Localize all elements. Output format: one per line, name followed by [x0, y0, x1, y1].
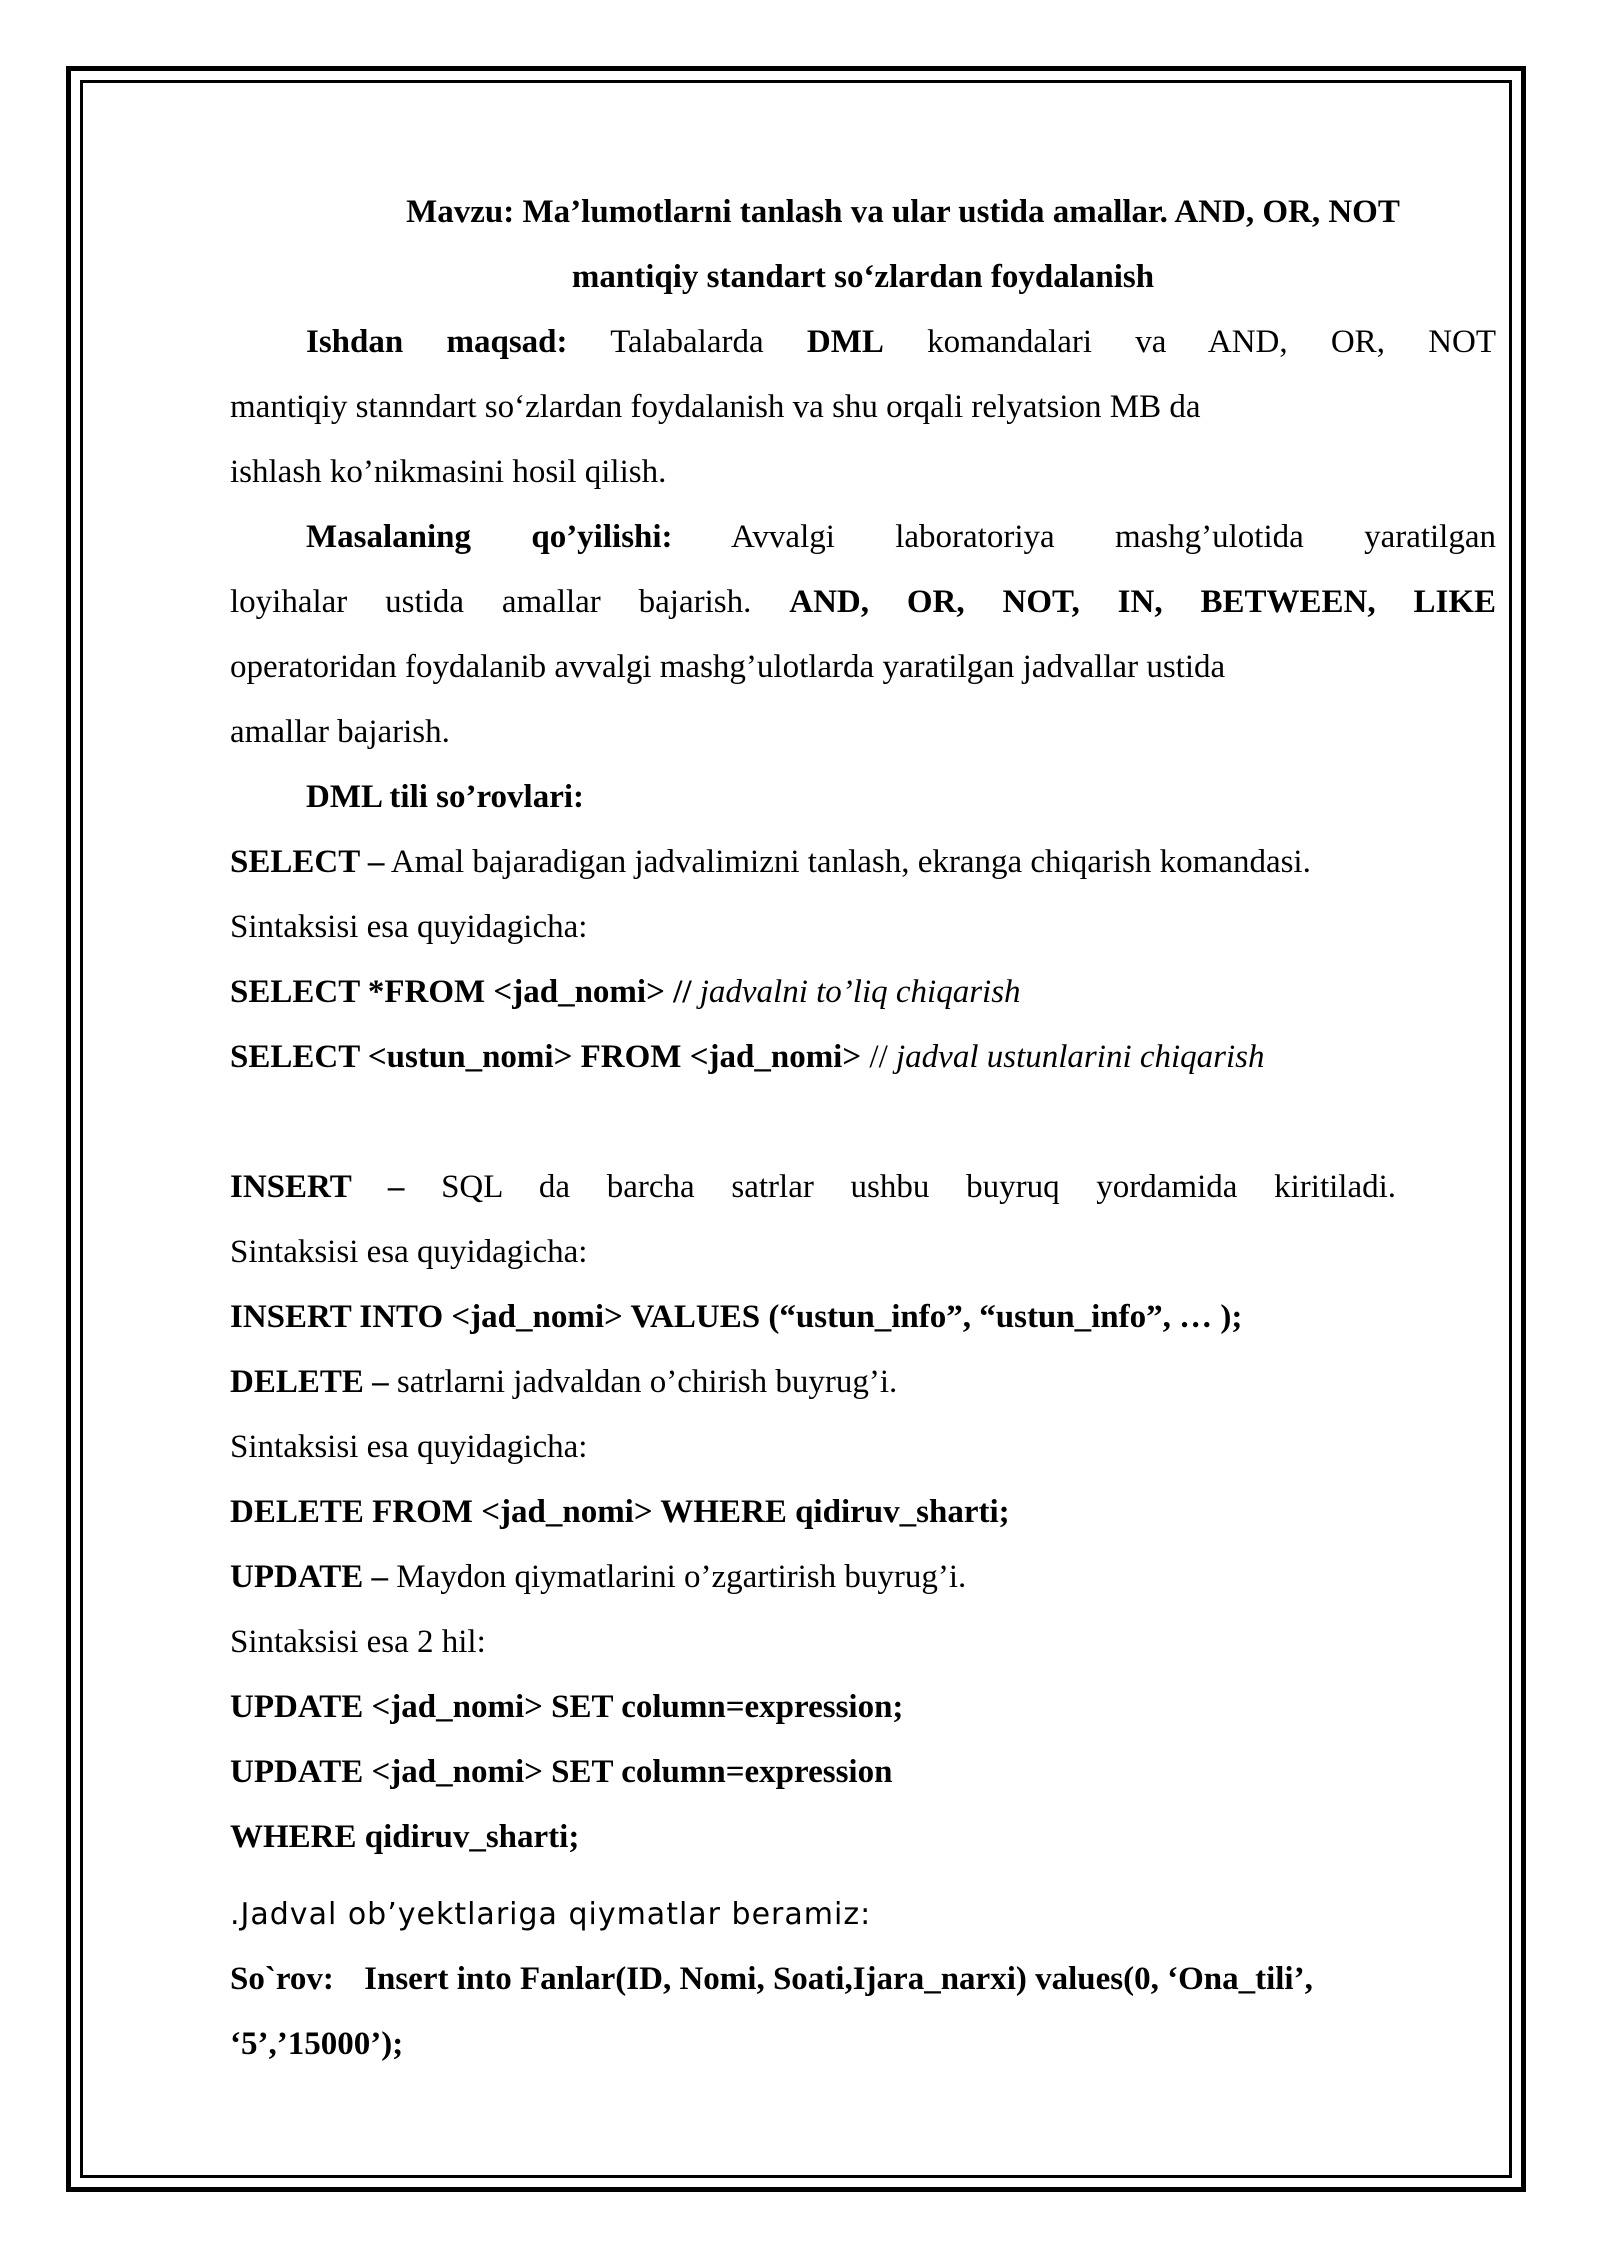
title-line-2	[230, 245, 1496, 310]
problem-line-3	[230, 635, 1496, 700]
select-example-2	[230, 1025, 1496, 1090]
query-label: So`rov:	[230, 1961, 334, 1997]
select-example-1-comment: jadvalni to’liq chiqarish	[699, 974, 1021, 1010]
query-text-1: Insert into Fanlar(ID, Nomi, Soati,Ijara_narxi) values(0, ‘Ona_tili’,	[364, 1961, 1313, 1997]
values-note-line	[230, 1882, 1496, 1947]
insert-desc: SQL da barcha satrlar ushbu buyruq yordamida kiritiladi.	[441, 1169, 1397, 1205]
insert-keyword: INSERT –	[230, 1169, 405, 1205]
update-code-1: UPDATE <jad_nomi> SET column=expression;	[230, 1689, 904, 1725]
problem-text-3: operatoridan foydalanib avvalgi mashg’ulotlarda yaratilgan jadvallar ustida	[230, 649, 1226, 685]
select-example-1-code: SELECT *FROM <jad_nomi> //	[230, 974, 692, 1010]
update-line	[230, 1545, 1496, 1610]
goal-text-a: Talabalarda	[610, 324, 764, 360]
title-line-1	[230, 180, 1496, 245]
dml-heading	[230, 765, 1496, 830]
problem-text-4: amallar bajarish.	[230, 714, 450, 750]
delete-syntax-text: Sintaksisi esa quyidagicha:	[230, 1429, 588, 1465]
delete-line	[230, 1350, 1496, 1415]
select-desc: Amal bajaradigan jadvalimizni tanlash, ekranga chiqarish komandasi.	[390, 844, 1311, 880]
goal-text-c: komandalari va AND, OR, NOT	[927, 324, 1497, 360]
delete-code-line	[230, 1480, 1496, 1545]
delete-code: DELETE FROM <jad_nomi> WHERE qidiruv_sharti;	[230, 1494, 1010, 1530]
select-example-2-comment: jadval ustunlarini chiqarish	[896, 1039, 1265, 1075]
update-syntax-text: Sintaksisi esa 2 hil:	[230, 1624, 486, 1660]
query-line-2	[230, 2012, 1496, 2077]
query-text-2: ‘5’,’15000’);	[230, 2026, 404, 2062]
goal-label: Ishdan maqsad:	[306, 324, 568, 360]
goal-text-2: mantiqiy stanndart so‘zlardan foydalanish va shu orqali relyatsion MB da	[230, 389, 1201, 425]
select-example-1	[230, 960, 1496, 1025]
problem-line-1	[230, 505, 1496, 570]
update-code-line-2	[230, 1740, 1496, 1805]
goal-line-3	[230, 440, 1496, 505]
problem-text-2a: loyihalar ustida amallar bajarish.	[230, 584, 752, 620]
insert-syntax-intro	[230, 1220, 1496, 1285]
insert-code: INSERT INTO <jad_nomi> VALUES (“ustun_info”, “ustun_info”, … );	[230, 1299, 1243, 1335]
update-code-line-1	[230, 1675, 1496, 1740]
problem-line-2	[230, 570, 1496, 635]
title-text-2: mantiqiy standart so‘zlardan foydalanish	[571, 259, 1155, 295]
select-example-2-code: SELECT <ustun_nomi> FROM <jad_nomi>	[230, 1039, 862, 1075]
goal-dml: DML	[806, 324, 884, 360]
insert-code-line	[230, 1285, 1496, 1350]
query-line-1	[230, 1947, 1496, 2012]
delete-desc: satrlarni jadvaldan o’chirish buyrug’i.	[396, 1364, 898, 1400]
update-code-2a: UPDATE <jad_nomi> SET column=expression	[230, 1754, 893, 1790]
update-syntax-intro	[230, 1610, 1496, 1675]
goal-line-2	[230, 375, 1496, 440]
problem-text-1: Avvalgi laboratoriya mashg’ulotida yaratilgan	[731, 519, 1497, 555]
dml-heading-text: DML tili so’rovlari:	[306, 779, 585, 815]
update-desc: Maydon qiymatlarini o’zgartirish buyrug’i.	[396, 1559, 967, 1595]
problem-label: Masalaning qo’yilishi:	[306, 519, 673, 555]
spacer	[230, 1090, 1496, 1155]
select-keyword: SELECT –	[230, 844, 385, 880]
select-example-2-slashes: //	[869, 1039, 888, 1075]
insert-line	[230, 1155, 1396, 1220]
goal-text-3: ishlash ko’nikmasini hosil qilish.	[230, 454, 667, 490]
update-code-line-3	[230, 1805, 1496, 1870]
select-syntax-text: Sintaksisi esa quyidagicha:	[230, 909, 588, 945]
problem-operators: AND, OR, NOT, IN, BETWEEN, LIKE	[789, 584, 1496, 620]
document-body	[230, 180, 1496, 2077]
update-code-2b: WHERE qidiruv_sharti;	[230, 1819, 580, 1855]
insert-syntax-text: Sintaksisi esa quyidagicha:	[230, 1234, 588, 1270]
update-keyword: UPDATE –	[230, 1559, 388, 1595]
select-line	[230, 830, 1496, 895]
goal-line-1	[230, 310, 1496, 375]
select-syntax-intro	[230, 895, 1496, 960]
title-text-1: Mavzu: Ma’lumotlarni tanlash va ular ustida amallar. AND, OR, NOT	[406, 194, 1400, 230]
problem-line-4	[230, 700, 1496, 765]
delete-syntax-intro	[230, 1415, 1496, 1480]
values-note: .Jadval ob’yektlariga qiymatlar beramiz:	[230, 1897, 872, 1932]
delete-keyword: DELETE –	[230, 1364, 389, 1400]
